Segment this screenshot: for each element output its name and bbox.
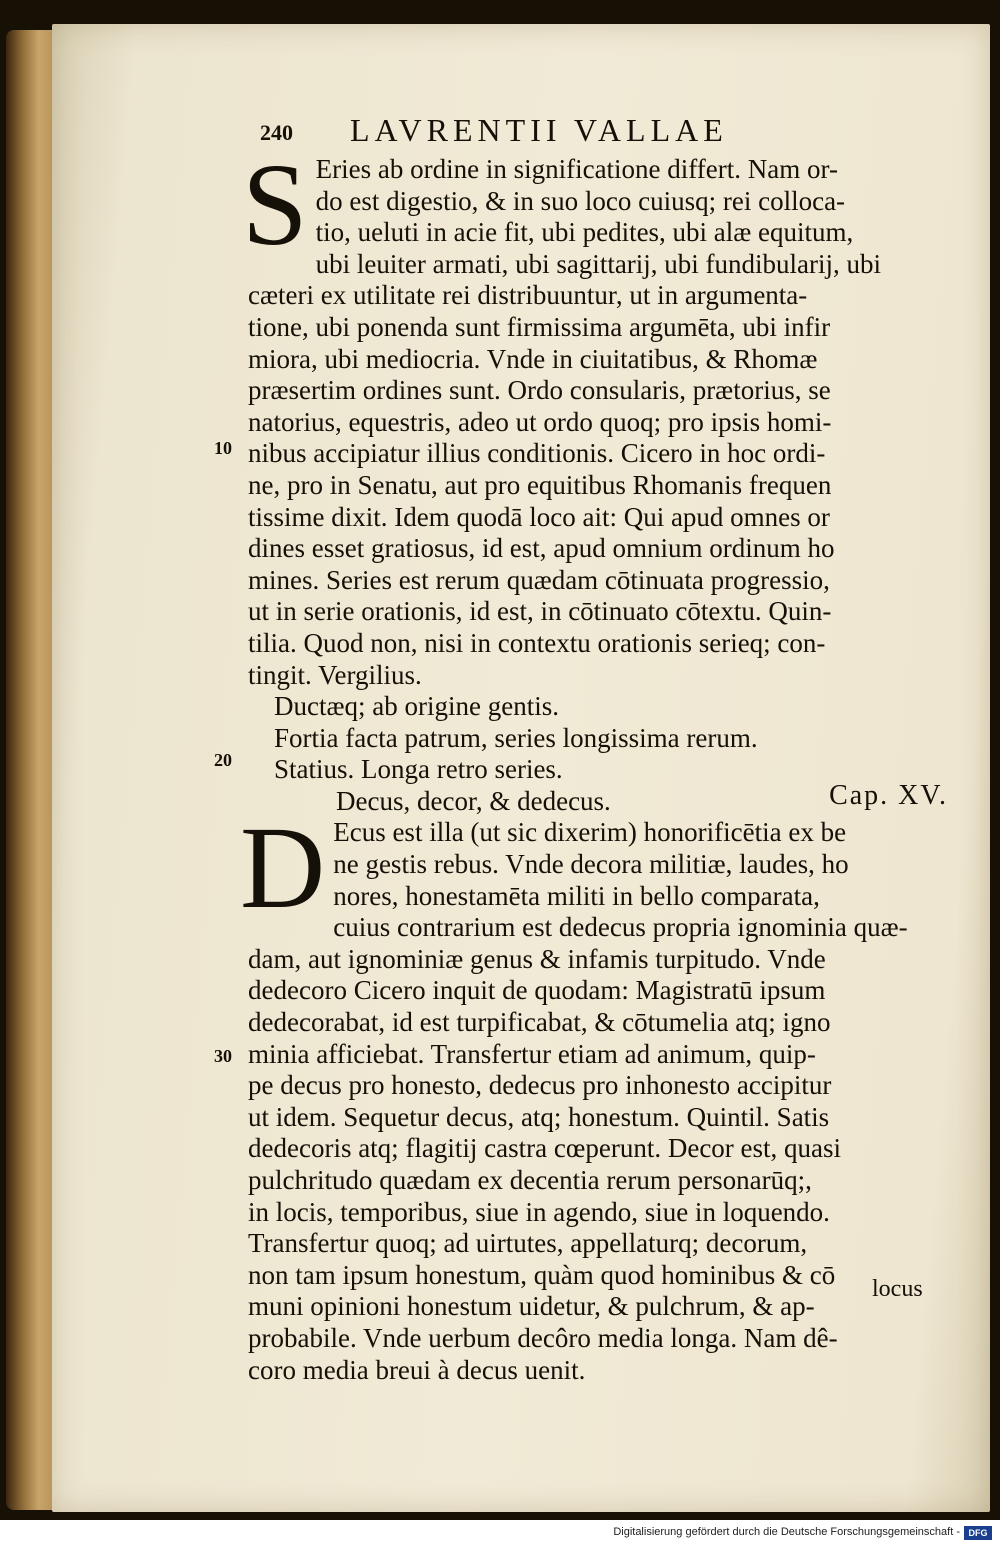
text-line: tingit. Vergilius. [248, 659, 422, 690]
text-line: dam, aut ignominiæ genus & infamis turpitudo. Vnde [248, 943, 826, 974]
catchword: locus [872, 1276, 923, 1302]
text-line: coro media breui à decus uenit. [248, 1354, 586, 1385]
running-title: LAVRENTII VALLAE [350, 112, 728, 148]
text-line: tio, ueluti in acie fit, ubi pedites, ubi alæ equitum, [315, 217, 854, 248]
text-line: ne gestis rebus. Vnde decora militiæ, laudes, ho [333, 849, 849, 880]
text-line: Eries ab ordine in significatione differt. Nam or- [315, 154, 838, 184]
text-line: ne, pro in Senatu, aut pro equitibus Rhomanis frequen [248, 469, 832, 500]
text-line: tilia. Quod non, nisi in contextu orationis serieq; con- [248, 627, 826, 658]
text-line: Ecus est illa (ut sic dixerim) honorificētia ex be [333, 817, 847, 848]
text-line: nibus accipiatur illius conditionis. Cicero in hoc ordi- [248, 438, 826, 469]
margin-line-number: 30 [214, 1046, 232, 1066]
funding-notice: Digitalisierung gefördert durch die Deutsche Forschungsgemeinschaft - [613, 1526, 960, 1538]
text-line: dedecoro Cicero inquit de quodam: Magistratū ipsum [248, 975, 826, 1006]
text-line: non tam ipsum honestum, quàm quod hominibus & cō [248, 1259, 836, 1290]
text-line: in locis, temporibus, siue in agendo, siue in loquendo. [248, 1196, 830, 1227]
text-line: dedecoris atq; flagitij castra cœperunt. Decor est, quasi [248, 1133, 842, 1164]
text-line: præsertim ordines sunt. Ordo consularis, prætorius, se [248, 375, 831, 406]
text-line: nores, honestamēta militi in bello comparata, [333, 880, 820, 911]
dfg-logo-icon[interactable]: DFG [964, 1526, 992, 1540]
footer-bar [0, 1520, 1000, 1546]
text-line: dines esset gratiosus, id est, apud omnium ordinum ho [248, 533, 835, 564]
text-line: miora, ubi mediocria. Vnde in ciuitatibus, & Rhomæ [248, 343, 818, 374]
text-line: dedecorabat, id est turpificabat, & cōtumelia atq; igno [248, 1007, 831, 1038]
text-line: pe decus pro honesto, dedecus pro inhonesto accipitur [248, 1070, 832, 1101]
text-line: ubi leuiter armati, ubi sagittarij, ubi fundibularij, ubi [315, 248, 882, 279]
text-block [240, 139, 948, 1386]
paragraph-decus [240, 802, 948, 1386]
verse-line: Fortia facta patrum, series longissima rerum. [274, 722, 758, 753]
text-line: tissime dixit. Idem quodā loco ait: Qui apud omnes or [248, 501, 830, 532]
text-line: mines. Series est rerum quædam cōtinuata progressio, [248, 564, 830, 595]
page-header [260, 112, 960, 152]
text-line: do est digestio, & in suo loco cuiusq; rei colloca- [315, 185, 846, 216]
verse-line: Statius. Longa retro series. [274, 754, 563, 785]
verse-quotation [248, 691, 948, 786]
text-line: probabile. Vnde uerbum decôro media longa. Nam dê- [248, 1322, 838, 1353]
text-line: cuius contrarium est dedecus propria ignominia quæ- [333, 912, 908, 943]
text-line: ut idem. Sequetur decus, atq; honestum. Quintil. Satis [248, 1101, 830, 1132]
text-line: natorius, equestris, adeo ut ordo quoq; pro ipsis homi- [248, 406, 832, 437]
text-line: minia afficiebat. Transfertur etiam ad animum, quip- [248, 1038, 816, 1069]
verse-line: Ductæq; ab origine gentis. [274, 691, 559, 722]
page-number: 240 [260, 120, 293, 145]
text-line: tione, ubi ponenda sunt firmissima argumēta, ubi infir [248, 311, 831, 342]
text-line: cæteri ex utilitate rei distribuuntur, ut in argumenta- [248, 280, 808, 311]
text-line: Transfertur quoq; ad uirtutes, appellaturq; decorum, [248, 1228, 808, 1259]
chapter-heading: Decus, decor, & dedecus. [336, 785, 611, 816]
drop-initial-s: S [242, 139, 308, 270]
margin-line-number: 20 [214, 750, 232, 770]
text-line: pulchritudo quædam ex decentia rerum personarūq;, [248, 1165, 812, 1195]
text-line: ut in serie orationis, id est, in cōtinuato cōtextu. Quin- [248, 596, 832, 627]
drop-initial-d: D [240, 802, 326, 934]
chapter-number: Cap. XV. [829, 779, 948, 811]
book-page [52, 24, 990, 1512]
text-line: muni opinioni honestum uidetur, & pulchrum, & ap- [248, 1291, 815, 1322]
margin-line-number: 10 [214, 438, 232, 458]
chapter-heading-line [248, 779, 948, 818]
paragraph-series [242, 139, 948, 691]
